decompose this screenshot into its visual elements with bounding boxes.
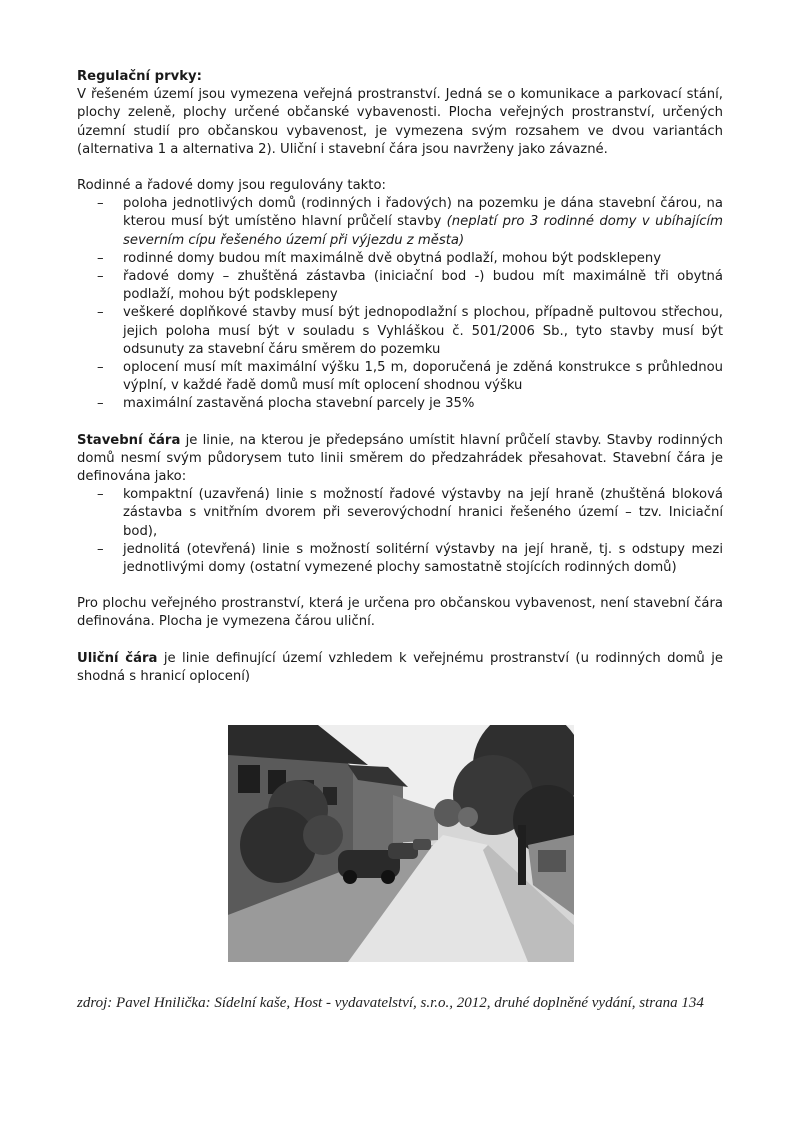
section-stavebni-cara (77, 432, 723, 578)
definition-text: je linie definující území vzhledem k veřejnému prostranství (u rodinných domů je shodná s hranicí oplocení) (77, 650, 723, 684)
street-photo-illustration (228, 725, 574, 962)
definition-text: je linie, na kterou je předepsáno umístit hlavní průčelí stavby. Stavby rodinných domů nesmí svým půdorysem tuto linii směrem do předzahrádek přesahovat. Stavební čára je definována jako: (77, 432, 723, 485)
list-item-text: poloha jednotlivých domů (rodinných i řadových) na pozemku je dána stavební čárou, na kterou musí být umístěno hlavní průčelí stavby (123, 196, 723, 230)
section-heading: Regulační prvky: (77, 69, 202, 84)
section-verejne-prostranstvi (77, 595, 723, 631)
list-item-italic-note: (neplatí pro 3 rodinné domy v ubíhajícím severním cípu řešeného území při výjezdu z města) (123, 214, 724, 248)
list-item: – rodinné domy budou mít maximálně dvě obytná podlaží, mohou být podsklepeny (77, 250, 723, 268)
photo-caption: zdroj: Pavel Hnilička: Sídelní kaše, Host - vydavatelství, s.r.o., 2012, druhé doplněné vydání, strana 134 (77, 995, 704, 1011)
street-photo (228, 725, 574, 962)
definition-list (77, 486, 723, 577)
list-item: – jednolitá (otevřená) linie s možností solitérní výstavby na její hraně, tj. s odstupy mezi jednotlivými domy (ostatní vymezené plochy samostatně stojících rodinných domů) (77, 541, 723, 577)
paragraph: V řešeném území jsou vymezena veřejná prostranství. Jedná se o komunikace a parkovací stání, plochy zeleně, plochy určené občanské vybavenosti. Plocha veřejných prostranství, určených územní studií pro občanskou vybavenost, je vymezena svým rozsahem ve dvou variantách (alternativa 1 a alternativa 2). Uliční i stavební čára jsou navrženy jako závazné. (77, 87, 723, 157)
list-item: – oplocení musí mít maximální výšku 1,5 m, doporučená je zděná konstrukce s průhlednou výplní, v každé řadě domů musí mít oplocení shodnou výšku (77, 359, 723, 395)
section-ulicni-cara (77, 650, 723, 686)
section-regulacni-prvky (77, 68, 723, 159)
document-body (77, 68, 723, 704)
term-ulicni-cara: Uliční čára (77, 650, 158, 666)
paragraph: Pro plochu veřejného prostranství, která je určena pro občanskou vybavenost, není stavební čára definována. Plocha je vymezena čárou uliční. (77, 596, 723, 630)
paragraph (77, 432, 723, 487)
paragraph-intro: Rodinné a řadové domy jsou regulovány takto: (77, 178, 386, 194)
list-item: – maximální zastavěná plocha stavební parcely je 35% (77, 395, 723, 413)
list-item: – řadové domy – zhuštěná zástavba (iniciační bod -) budou mít maximálně tři obytná podlaží, mohou být podsklepeny (77, 268, 723, 304)
section-domy (77, 177, 723, 414)
list-item (77, 195, 723, 250)
regulation-list (77, 195, 723, 413)
list-item: – veškeré doplňkové stavby musí být jednopodlažní s plochou, případně pultovou střechou, jejich poloha musí být v souladu s Vyhláškou č. 501/2006 Sb., tyto stavby musí být odsunuty za stavební čáru směrem do pozemku (77, 304, 723, 359)
paragraph (77, 650, 723, 686)
term-stavebni-cara: Stavební čára (77, 432, 181, 448)
list-item: – kompaktní (uzavřená) linie s možností řadové výstavby na její hraně (zhuštěná bloková zástavba s vnitřním dvorem při severovýchodní hranici řešeného území – tzv. Iniciační bod), (77, 486, 723, 541)
